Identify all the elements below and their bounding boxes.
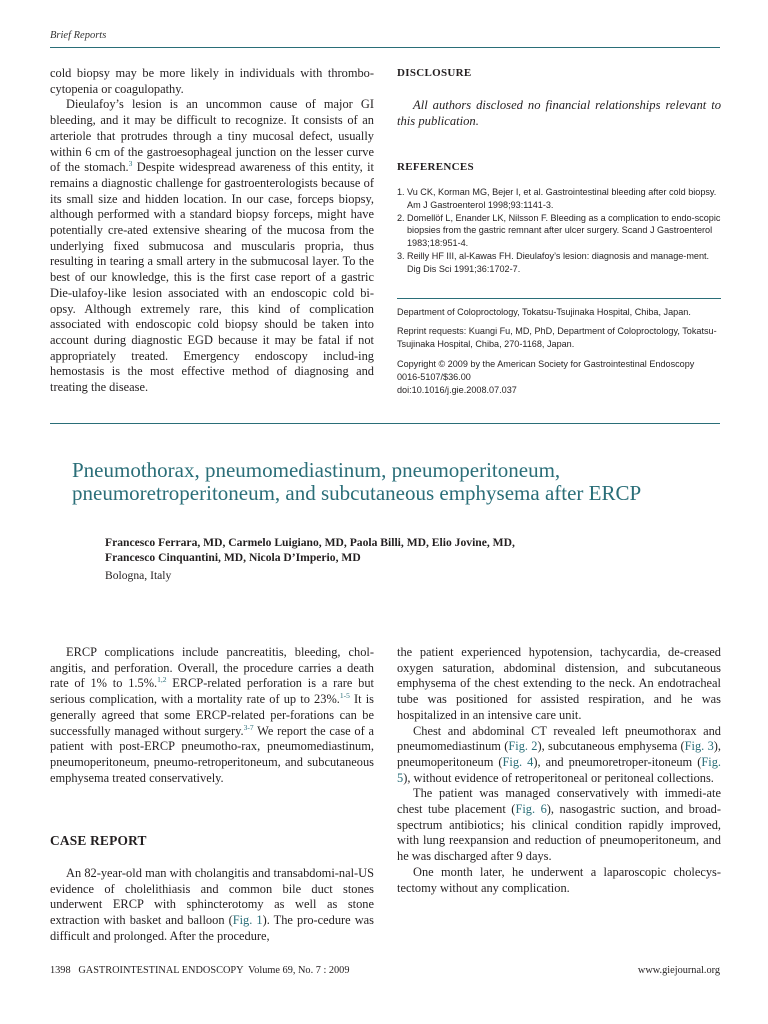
paragraph: Dieulafoy’s lesion is an uncommon cause of major GI bleeding, and it may be difficult to recognize. It consists of an arteriole that protrudes through a tiny mucosal defect, usually within 6 cm of the gastroesophageal junction on the lesser curve of the stomach.$^3$ Despite widespread awareness of this entity, it remains a diagnostic challenge for gastroenterologists because of its small size and hidden location. In our case, forceps biopsy, although performed with a standard biopsy forceps, might have potentially cre-ated extensive shearing of the mucosa from the underlying fixed submucosa and muscularis propria, thus resulting in tearing a small artery in the submucosal layer. To the best of our knowledge, this is the first case report of a gastric Die-ulafoy-like lesion associated with an endoscopic cold bi-opsy. Although extremely rare, this kind of complication associated with endoscopic cold biopsy should be taken into account during diagnostic EGD because it may be fatal if not appropriately treated. Emergency endoscopy includ-ing hemostasis is the most effective method of diagnosing and treating the disease. xyxy=(50,97,374,395)
paragraph: An 82-year-old man with cholangitis and transabdomi-nal-US evidence of cholelithiasis and common bile duct stones underwent ERCP with sphincterotomy as well as stone extraction with basket and balloon (Fig. 1). The pro-cedure was difficult and prolonged. After the procedure, xyxy=(50,866,374,943)
figure-link[interactable]: Fig. 1 xyxy=(232,913,263,928)
issn: 0016-5107/$36.00 xyxy=(397,371,471,382)
doi[interactable]: doi:10.1016/j.gie.2008.07.037 xyxy=(397,385,517,396)
article-rule xyxy=(50,423,720,424)
citation[interactable]: 3-7 xyxy=(243,722,254,732)
footer-journal: 1398 GASTROINTESTINAL ENDOSCOPY Volume 69, No. 7 : 2009 xyxy=(50,965,350,976)
paragraph: Chest and abdominal CT revealed left pneumothorax and pneumomediastinum (Fig. 2), subcutaneous emphysema (Fig. 3), pneumoperitoneum (Fig. 4), and pneumoretroper-itoneum (Fig. 5), without evidence of retroperitoneal or peritoneal collections. xyxy=(397,723,722,785)
article-title: Pneumothorax, pneumomediastinum, pneumoperitoneum, pneumoretroperitoneum, and subcutaneous emphysema after ERCP xyxy=(72,458,642,505)
department: Department of Coloproctology, Tokatsu-Tsujinaka Hospital, Chiba, Japan. xyxy=(397,307,691,317)
body-right-column xyxy=(397,645,721,896)
figure-link[interactable]: Fig. 5 xyxy=(397,754,722,785)
citation[interactable]: 3 xyxy=(128,159,133,169)
paragraph: ERCP complications include pancreatitis, bleeding, chol-angitis, and perforation. Overall, the procedure carries a death rate of 1% to 1.5%.$^{1,2}$ ERCP-related perforation is a rare but serious complication, with a mortality rate of up to 23%.$^{1-5}$ It is generally agreed that some ERCP-related per-forations can be successfully managed without surgery.$^{3-7}$ We report the case of a patient with post-ERCP pneumotho-rax, pneumomediastinum, pneumoperitoneum, pneumo-retroperitoneum, and subcutaneous emphysema treated conservatively. xyxy=(50,645,374,785)
reference-item: 3. Reilly HF III, al-Kawas FH. Dieulafoy’s lesion: diagnosis and manage-ment. Dig Dis Sci 1991;36:1702-7. xyxy=(397,250,710,274)
case-report-heading: CASE REPORT xyxy=(50,833,147,848)
reference-item: 1. Vu CK, Korman MG, Bejer I, et al. Gastrointestinal bleeding after cold biopsy. Am J Gastroenterol 1998;93:1141-3. xyxy=(397,187,717,210)
header-rule xyxy=(50,47,720,48)
reference-list xyxy=(397,186,721,276)
figure-link[interactable]: Fig. 2 xyxy=(508,739,538,754)
running-head: Brief Reports xyxy=(50,30,107,41)
reprint-requests: Reprint requests: Kuangi Fu, MD, PhD, Department of Coloproctology, Tokatsu-Tsujinaka Hospital, Chiba, 270-1168, Japan. xyxy=(397,326,717,350)
affiliation-block xyxy=(397,306,721,397)
citation[interactable]: 1-5 xyxy=(339,690,350,700)
affiliation-rule xyxy=(397,298,721,299)
figure-link[interactable]: Fig. 4 xyxy=(502,754,534,769)
figure-link[interactable]: Fig. 3 xyxy=(684,739,714,754)
disclosure-heading: DISCLOSURE xyxy=(397,67,472,79)
references-heading: REFERENCES xyxy=(397,161,474,173)
location: Bologna, Italy xyxy=(105,569,172,582)
paragraph: One month later, he underwent a laparoscopic cholecys-tectomy without any complication. xyxy=(397,864,721,895)
citation[interactable]: 1,2 xyxy=(157,675,167,685)
body-left-column xyxy=(50,645,374,786)
paragraph: cold biopsy may be more likely in individuals with thrombo-cytopenia or coagulopathy. xyxy=(50,66,374,96)
footer-website[interactable]: www.giejournal.org xyxy=(637,965,720,976)
upper-left-column xyxy=(50,66,374,396)
paragraph: The patient was managed conservatively with immedi-ate chest tube placement (Fig. 6), nasogastric suction, and broad-spectrum antibiotics; his clinical condition rapidly improved, with lung reexpansion and reduction of pneumoperitoneum, and he was discharged after 9 days. xyxy=(397,786,722,864)
paragraph: the patient experienced hypotension, tachycardia, de-creased oxygen saturation, abdominal distension, and subcutaneous emphysema of the chest extending to the neck. An endotracheal tube was positioned for assisted respiration, and he was hospitalized in an intensive care unit. xyxy=(397,645,721,722)
copyright: Copyright © 2009 by the American Society for Gastrointestinal Endoscopy xyxy=(397,358,695,369)
authors-line: Francesco Ferrara, MD, Carmelo Luigiano, MD, Paola Billi, MD, Elio Jovine, MD, xyxy=(105,536,515,549)
figure-link[interactable]: Fig. 6 xyxy=(515,802,547,817)
authors-line: Francesco Cinquantini, MD, Nicola D’Imperio, MD xyxy=(105,551,361,564)
reference-item: 2. Domellöf L, Enander LK, Nilsson F. Bleeding as a complication to endo-scopic biopsies from the gastric remnant after ulcer surgery. Scand J Gastroenterol 1983;18:951-4. xyxy=(397,212,721,249)
author-list xyxy=(105,535,705,565)
case-report-column xyxy=(50,866,374,945)
disclosure-text: All authors disclosed no financial relationships relevant to this publication. xyxy=(397,98,721,128)
